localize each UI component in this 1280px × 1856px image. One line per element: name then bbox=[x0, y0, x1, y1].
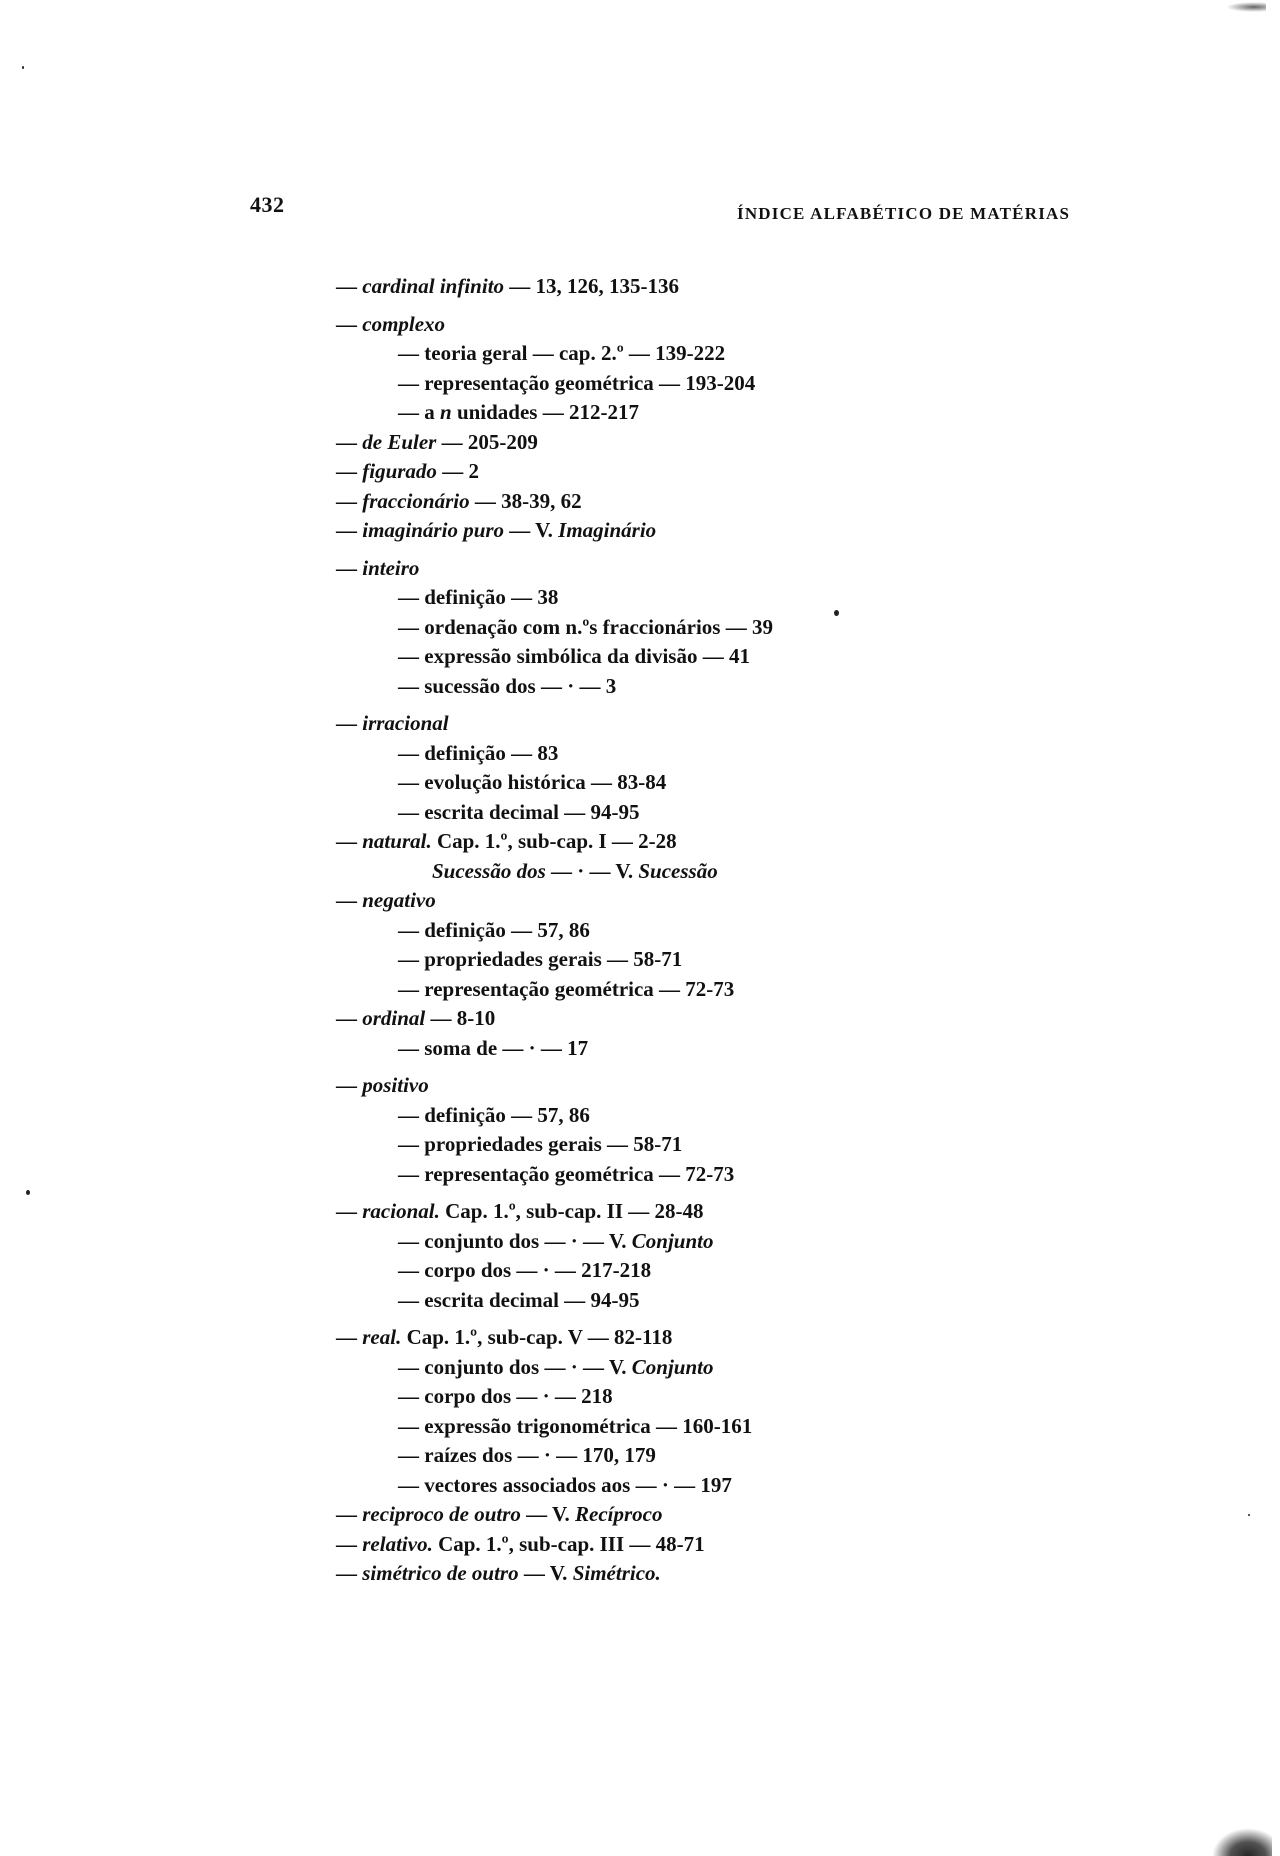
em-dash: — bbox=[336, 555, 363, 580]
entry-text: — evolução histórica — 83-84 bbox=[398, 770, 667, 794]
entry-text: — ordenação com n.ºs fraccionários — 39 bbox=[398, 614, 773, 639]
scan-speck bbox=[1248, 1514, 1250, 1516]
index-entry bbox=[336, 428, 1036, 458]
entry-italic: Conjunto bbox=[631, 1354, 714, 1379]
entry-locator: Cap. 1.º, sub-cap. V — 82-118 bbox=[401, 1325, 673, 1349]
scan-artifact-bottom bbox=[1212, 1828, 1272, 1856]
index-subentry bbox=[336, 1353, 1036, 1383]
entry-text: — sucessão dos — · — 3 bbox=[398, 673, 617, 698]
cross-reference: Recíproco bbox=[575, 1502, 663, 1526]
index-subentry bbox=[336, 339, 1036, 369]
entry-term: racional. bbox=[362, 1199, 440, 1223]
entry-term: fraccionário bbox=[362, 488, 470, 513]
index-subentry bbox=[336, 1412, 1036, 1442]
entry-text: — definição — 83 bbox=[398, 740, 559, 765]
em-dash: — bbox=[336, 311, 363, 336]
entry-locator: — 38-39, 62 bbox=[469, 488, 582, 513]
entry-text: — escrita decimal — 94-95 bbox=[398, 1287, 640, 1312]
entry-text: — corpo dos — · — 218 bbox=[398, 1384, 613, 1408]
entry-locator: — V. bbox=[520, 1502, 575, 1526]
index-subentry bbox=[336, 798, 1036, 828]
entry-text: — conjunto dos — · — V. bbox=[398, 1354, 632, 1379]
index-entry bbox=[336, 1197, 1036, 1227]
em-dash: — bbox=[336, 1531, 363, 1556]
entry-text: — propriedades gerais — 58-71 bbox=[398, 1132, 683, 1156]
em-dash: — bbox=[336, 888, 363, 912]
entry-term: relativo. bbox=[362, 1531, 433, 1556]
cross-reference: Imaginário bbox=[558, 518, 657, 542]
index-subentry bbox=[336, 1286, 1036, 1316]
entry-italic: n bbox=[440, 400, 452, 424]
index-subentry bbox=[336, 945, 1036, 975]
index-subentry bbox=[336, 583, 1036, 613]
index-entry bbox=[336, 709, 1036, 739]
entry-term: real. bbox=[362, 1325, 402, 1349]
index-entry bbox=[336, 272, 1036, 302]
index-entry bbox=[336, 1004, 1036, 1034]
index-subentry bbox=[336, 739, 1036, 769]
index-entry bbox=[336, 1323, 1036, 1353]
entry-term: figurado bbox=[362, 459, 437, 483]
index-entry bbox=[336, 1071, 1036, 1101]
index-subentry bbox=[336, 398, 1036, 428]
cross-reference: Sucessão bbox=[638, 858, 718, 883]
index-subentry bbox=[336, 1227, 1036, 1257]
entry-text: — representação geométrica — 193-204 bbox=[398, 370, 756, 395]
em-dash: — bbox=[336, 1325, 363, 1349]
scan-speck bbox=[22, 66, 24, 69]
entry-locator: — 205-209 bbox=[436, 429, 538, 454]
entry-term: Sucessão dos bbox=[432, 858, 546, 883]
em-dash: — bbox=[336, 1006, 363, 1030]
scan-artifact-top bbox=[1226, 2, 1266, 12]
index-subentry bbox=[336, 1160, 1036, 1190]
entry-text: — teoria geral — cap. 2.º — 139-222 bbox=[398, 341, 726, 365]
index-entry bbox=[336, 886, 1036, 916]
cross-reference: Simétrico. bbox=[572, 1561, 661, 1585]
index-subentry bbox=[336, 1101, 1036, 1131]
page-number: 432 bbox=[250, 192, 285, 217]
entry-term: inteiro bbox=[362, 555, 420, 580]
index-entry bbox=[336, 827, 1036, 857]
entry-text: — propriedades gerais — 58-71 bbox=[398, 947, 683, 971]
entry-locator: — 13, 126, 135-136 bbox=[504, 274, 680, 298]
entry-text: — definição — 57, 86 bbox=[398, 917, 590, 942]
index-subentry bbox=[336, 916, 1036, 946]
index-subentry bbox=[336, 613, 1036, 643]
entry-text: — soma de — · — 17 bbox=[398, 1035, 589, 1060]
scan-speck bbox=[834, 610, 839, 616]
entry-term: simétrico de outro bbox=[362, 1561, 519, 1585]
entry-locator: Cap. 1.º, sub-cap. III — 48-71 bbox=[432, 1531, 705, 1556]
index-subentry bbox=[336, 768, 1036, 798]
entry-italic: Conjunto bbox=[631, 1228, 714, 1253]
index-subentry bbox=[336, 975, 1036, 1005]
index-subentry bbox=[336, 369, 1036, 399]
index-entry bbox=[336, 310, 1036, 340]
em-dash: — bbox=[336, 429, 363, 454]
em-dash: — bbox=[336, 274, 363, 298]
entry-text: — representação geométrica — 72-73 bbox=[398, 1161, 735, 1186]
index-entries bbox=[336, 272, 1036, 1589]
index-subentry bbox=[336, 1130, 1036, 1160]
em-dash: — bbox=[336, 459, 363, 483]
entry-term: natural. bbox=[362, 829, 432, 853]
index-entry bbox=[336, 1500, 1036, 1530]
entry-text: — definição — 38 bbox=[398, 585, 559, 609]
index-entry bbox=[336, 1559, 1036, 1589]
em-dash: — bbox=[336, 518, 363, 542]
entry-locator: — V. bbox=[518, 1561, 573, 1585]
entry-locator: — · — V. bbox=[545, 858, 639, 883]
index-subentry bbox=[336, 642, 1036, 672]
entry-locator: Cap. 1.º, sub-cap. II — 28-48 bbox=[439, 1199, 704, 1223]
entry-locator: — 8-10 bbox=[425, 1006, 496, 1030]
index-entry bbox=[336, 457, 1036, 487]
entry-term: positivo bbox=[362, 1073, 429, 1097]
entry-text: unidades — 212-217 bbox=[451, 400, 639, 424]
entry-text: — corpo dos — · — 217-218 bbox=[398, 1258, 652, 1282]
entry-term: complexo bbox=[362, 311, 446, 336]
entry-text: — expressão simbólica da divisão — 41 bbox=[398, 644, 750, 668]
entry-term: negativo bbox=[362, 888, 436, 912]
index-subentry bbox=[336, 1034, 1036, 1064]
em-dash: — bbox=[336, 1199, 363, 1223]
entry-term: irracional bbox=[362, 711, 449, 735]
index-subentry bbox=[336, 857, 1036, 887]
em-dash: — bbox=[336, 1502, 363, 1526]
entry-text: — raízes dos — · — 170, 179 bbox=[398, 1443, 656, 1467]
em-dash: — bbox=[336, 488, 363, 513]
index-subentry bbox=[336, 1256, 1036, 1286]
entry-text: — conjunto dos — · — V. bbox=[398, 1228, 632, 1253]
index-subentry bbox=[336, 672, 1036, 702]
entry-locator: — V. bbox=[504, 518, 559, 542]
entry-term: imaginário puro bbox=[362, 518, 505, 542]
em-dash: — bbox=[336, 1561, 363, 1585]
em-dash: — bbox=[336, 829, 363, 853]
entry-locator: Cap. 1.º, sub-cap. I — 2-28 bbox=[431, 829, 677, 853]
index-entry bbox=[336, 516, 1036, 546]
index-subentry bbox=[336, 1382, 1036, 1412]
index-subentry bbox=[336, 1471, 1036, 1501]
scan-speck bbox=[26, 1190, 30, 1195]
entry-term: ordinal bbox=[362, 1006, 426, 1030]
index-entry bbox=[336, 554, 1036, 584]
entry-term: cardinal infinito bbox=[362, 274, 505, 298]
index-subentry bbox=[336, 1441, 1036, 1471]
index-entry bbox=[336, 1530, 1036, 1560]
entry-locator: — 2 bbox=[436, 459, 479, 483]
index-entry bbox=[336, 487, 1036, 517]
entry-text: — escrita decimal — 94-95 bbox=[398, 799, 640, 824]
entry-text: — representação geométrica — 72-73 bbox=[398, 976, 735, 1001]
entry-term: reciproco de outro bbox=[362, 1502, 521, 1526]
running-head: ÍNDICE ALFABÉTICO DE MATÉRIAS bbox=[737, 204, 1071, 223]
entry-text: — definição — 57, 86 bbox=[398, 1102, 590, 1127]
entry-text: — a bbox=[398, 400, 440, 424]
em-dash: — bbox=[336, 1073, 363, 1097]
entry-term: de Euler bbox=[362, 429, 437, 454]
entry-text: — expressão trigonométrica — 160-161 bbox=[398, 1413, 753, 1438]
em-dash: — bbox=[336, 711, 363, 735]
entry-text: — vectores associados aos — · — 197 bbox=[398, 1472, 732, 1497]
